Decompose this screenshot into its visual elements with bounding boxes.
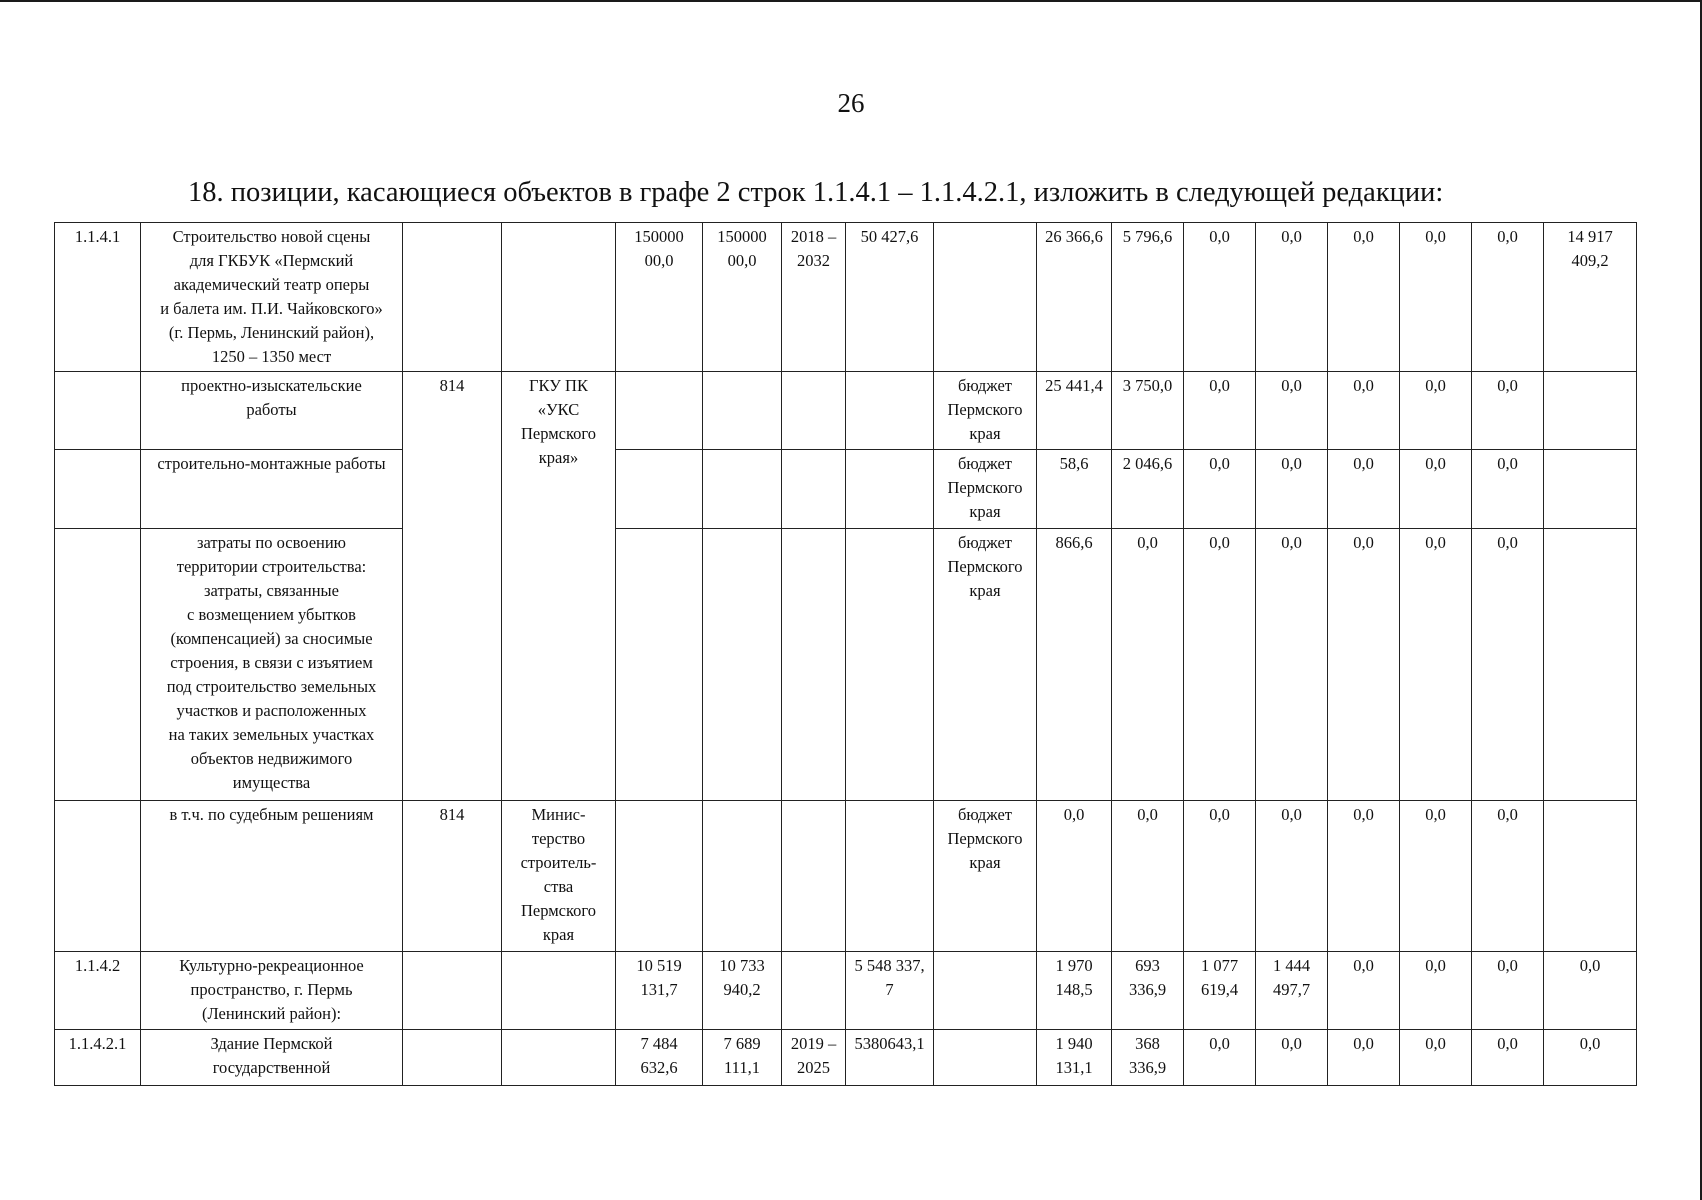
row-code: 1.1.4.1: [55, 223, 141, 372]
cell-c7: [782, 372, 846, 450]
cell-c11: 0,0: [1112, 529, 1184, 801]
cell-c12: 0,0: [1184, 801, 1256, 952]
funding-source: бюджет Пермского края: [934, 529, 1037, 801]
cell-c13: 0,0: [1256, 372, 1328, 450]
executor: [502, 952, 616, 1030]
cell-c5: 10 519 131,7: [616, 952, 703, 1030]
object-name: Культурно-рекреационное пространство, г. Пермь (Ленинский район):: [141, 952, 403, 1030]
cell-c10: 1 970 148,5: [1037, 952, 1112, 1030]
funding-source: бюджет Пермского края: [934, 450, 1037, 529]
page-number: 26: [837, 88, 865, 118]
section-heading: 18. позиции, касающиеся объектов в графе 2 строк 1.1.4.1 – 1.1.4.2.1, изложить в следующей редакции:: [188, 177, 1444, 208]
cell-c17: [1544, 801, 1637, 952]
row-code: 1.1.4.2: [55, 952, 141, 1030]
table-row: [55, 801, 1637, 952]
grbs-code: [403, 952, 502, 1030]
cell-c6: 150000 00,0: [703, 223, 782, 372]
cell-c10: 26 366,6: [1037, 223, 1112, 372]
cell-c6: [703, 450, 782, 529]
row-code: 1.1.4.2.1: [55, 1030, 141, 1086]
cell-c14: 0,0: [1328, 450, 1400, 529]
cell-c6: [703, 529, 782, 801]
table-row: [55, 372, 1637, 450]
cell-c10: 0,0: [1037, 801, 1112, 952]
table-row: [55, 1030, 1637, 1086]
cell-c15: 0,0: [1400, 1030, 1472, 1086]
row-code: [55, 529, 141, 801]
cell-c5: [616, 372, 703, 450]
cell-c6: [703, 801, 782, 952]
cell-c17: [1544, 372, 1637, 450]
cell-c12: 1 077 619,4: [1184, 952, 1256, 1030]
cell-c7: [782, 450, 846, 529]
executor: [502, 223, 616, 372]
cell-c8: [846, 372, 934, 450]
cell-c8: [846, 529, 934, 801]
cell-c13: 1 444 497,7: [1256, 952, 1328, 1030]
cell-c11: 693 336,9: [1112, 952, 1184, 1030]
cell-c15: 0,0: [1400, 372, 1472, 450]
cell-c14: 0,0: [1328, 1030, 1400, 1086]
cell-c15: 0,0: [1400, 450, 1472, 529]
cell-c7: [782, 529, 846, 801]
cell-c12: 0,0: [1184, 450, 1256, 529]
cell-c14: 0,0: [1328, 952, 1400, 1030]
object-name: в т.ч. по судебным решениям: [141, 801, 403, 952]
grbs-code: [403, 223, 502, 372]
cell-c7: 2018 – 2032: [782, 223, 846, 372]
row-code: [55, 801, 141, 952]
executor: [502, 1030, 616, 1086]
cell-c17: 14 917 409,2: [1544, 223, 1637, 372]
funding-source: [934, 952, 1037, 1030]
cell-c5: [616, 450, 703, 529]
cell-c14: 0,0: [1328, 529, 1400, 801]
cell-c12: 0,0: [1184, 223, 1256, 372]
cell-c13: 0,0: [1256, 529, 1328, 801]
cell-c10: 25 441,4: [1037, 372, 1112, 450]
funding-source: бюджет Пермского края: [934, 372, 1037, 450]
row-code: [55, 450, 141, 529]
cell-c13: 0,0: [1256, 223, 1328, 372]
cell-c8: 5 548 337, 7: [846, 952, 934, 1030]
cell-c15: 0,0: [1400, 223, 1472, 372]
cell-c6: [703, 372, 782, 450]
cell-c8: [846, 450, 934, 529]
cell-c5: [616, 801, 703, 952]
object-name: проектно-изыскательские работы: [141, 372, 403, 450]
cell-c11: 5 796,6: [1112, 223, 1184, 372]
funding-source: [934, 1030, 1037, 1086]
cell-c16: 0,0: [1472, 450, 1544, 529]
cell-c7: [782, 952, 846, 1030]
cell-c13: 0,0: [1256, 450, 1328, 529]
cell-c16: 0,0: [1472, 952, 1544, 1030]
cell-c17: 0,0: [1544, 1030, 1637, 1086]
cell-c5: 7 484 632,6: [616, 1030, 703, 1086]
cell-c8: 50 427,6: [846, 223, 934, 372]
cell-c15: 0,0: [1400, 952, 1472, 1030]
row-code: [55, 372, 141, 450]
cell-c10: 1 940 131,1: [1037, 1030, 1112, 1086]
cell-c14: 0,0: [1328, 801, 1400, 952]
table-row: [55, 952, 1637, 1030]
cell-c16: 0,0: [1472, 529, 1544, 801]
budget-table: [54, 222, 1637, 1086]
cell-c5: [616, 529, 703, 801]
table-row: [55, 450, 1637, 529]
funding-source: бюджет Пермского края: [934, 801, 1037, 952]
page-edge-top: [0, 0, 1702, 2]
cell-c12: 0,0: [1184, 372, 1256, 450]
table-row: [55, 223, 1637, 372]
executor: ГКУ ПК «УКС Пермского края»: [502, 372, 616, 801]
cell-c16: 0,0: [1472, 223, 1544, 372]
cell-c8: [846, 801, 934, 952]
object-name: строительно-монтажные работы: [141, 450, 403, 529]
cell-c10: 58,6: [1037, 450, 1112, 529]
cell-c13: 0,0: [1256, 801, 1328, 952]
cell-c16: 0,0: [1472, 801, 1544, 952]
grbs-code: [403, 1030, 502, 1086]
grbs-code: 814: [403, 801, 502, 952]
executor: Минис- терство строитель- ства Пермского края: [502, 801, 616, 952]
cell-c12: 0,0: [1184, 1030, 1256, 1086]
cell-c6: 10 733 940,2: [703, 952, 782, 1030]
cell-c5: 150000 00,0: [616, 223, 703, 372]
cell-c11: 368 336,9: [1112, 1030, 1184, 1086]
cell-c6: 7 689 111,1: [703, 1030, 782, 1086]
cell-c12: 0,0: [1184, 529, 1256, 801]
cell-c14: 0,0: [1328, 223, 1400, 372]
cell-c17: [1544, 450, 1637, 529]
cell-c11: 0,0: [1112, 801, 1184, 952]
cell-c7: 2019 – 2025: [782, 1030, 846, 1086]
funding-source: [934, 223, 1037, 372]
table-row: [55, 529, 1637, 801]
cell-c14: 0,0: [1328, 372, 1400, 450]
cell-c13: 0,0: [1256, 1030, 1328, 1086]
cell-c17: 0,0: [1544, 952, 1637, 1030]
cell-c15: 0,0: [1400, 529, 1472, 801]
object-name: Здание Пермской государственной: [141, 1030, 403, 1086]
cell-c7: [782, 801, 846, 952]
grbs-code: 814: [403, 372, 502, 801]
cell-c10: 866,6: [1037, 529, 1112, 801]
object-name: Строительство новой сцены для ГКБУК «Пермский академический театр оперы и балета им. П.И. Чайковского» (г. Пермь, Ленинский район), 1250 – 1350 мест: [141, 223, 403, 372]
cell-c15: 0,0: [1400, 801, 1472, 952]
cell-c8: 5380643,1: [846, 1030, 934, 1086]
cell-c17: [1544, 529, 1637, 801]
object-name: затраты по освоению территории строительства: затраты, связанные с возмещением убытков (компенсацией) за сносимые строения, в связи с изъятием под строительство земельных участков и расположенных на таких земельных участках объектов недвижимого имущества: [141, 529, 403, 801]
cell-c11: 2 046,6: [1112, 450, 1184, 529]
cell-c16: 0,0: [1472, 1030, 1544, 1086]
cell-c11: 3 750,0: [1112, 372, 1184, 450]
cell-c16: 0,0: [1472, 372, 1544, 450]
